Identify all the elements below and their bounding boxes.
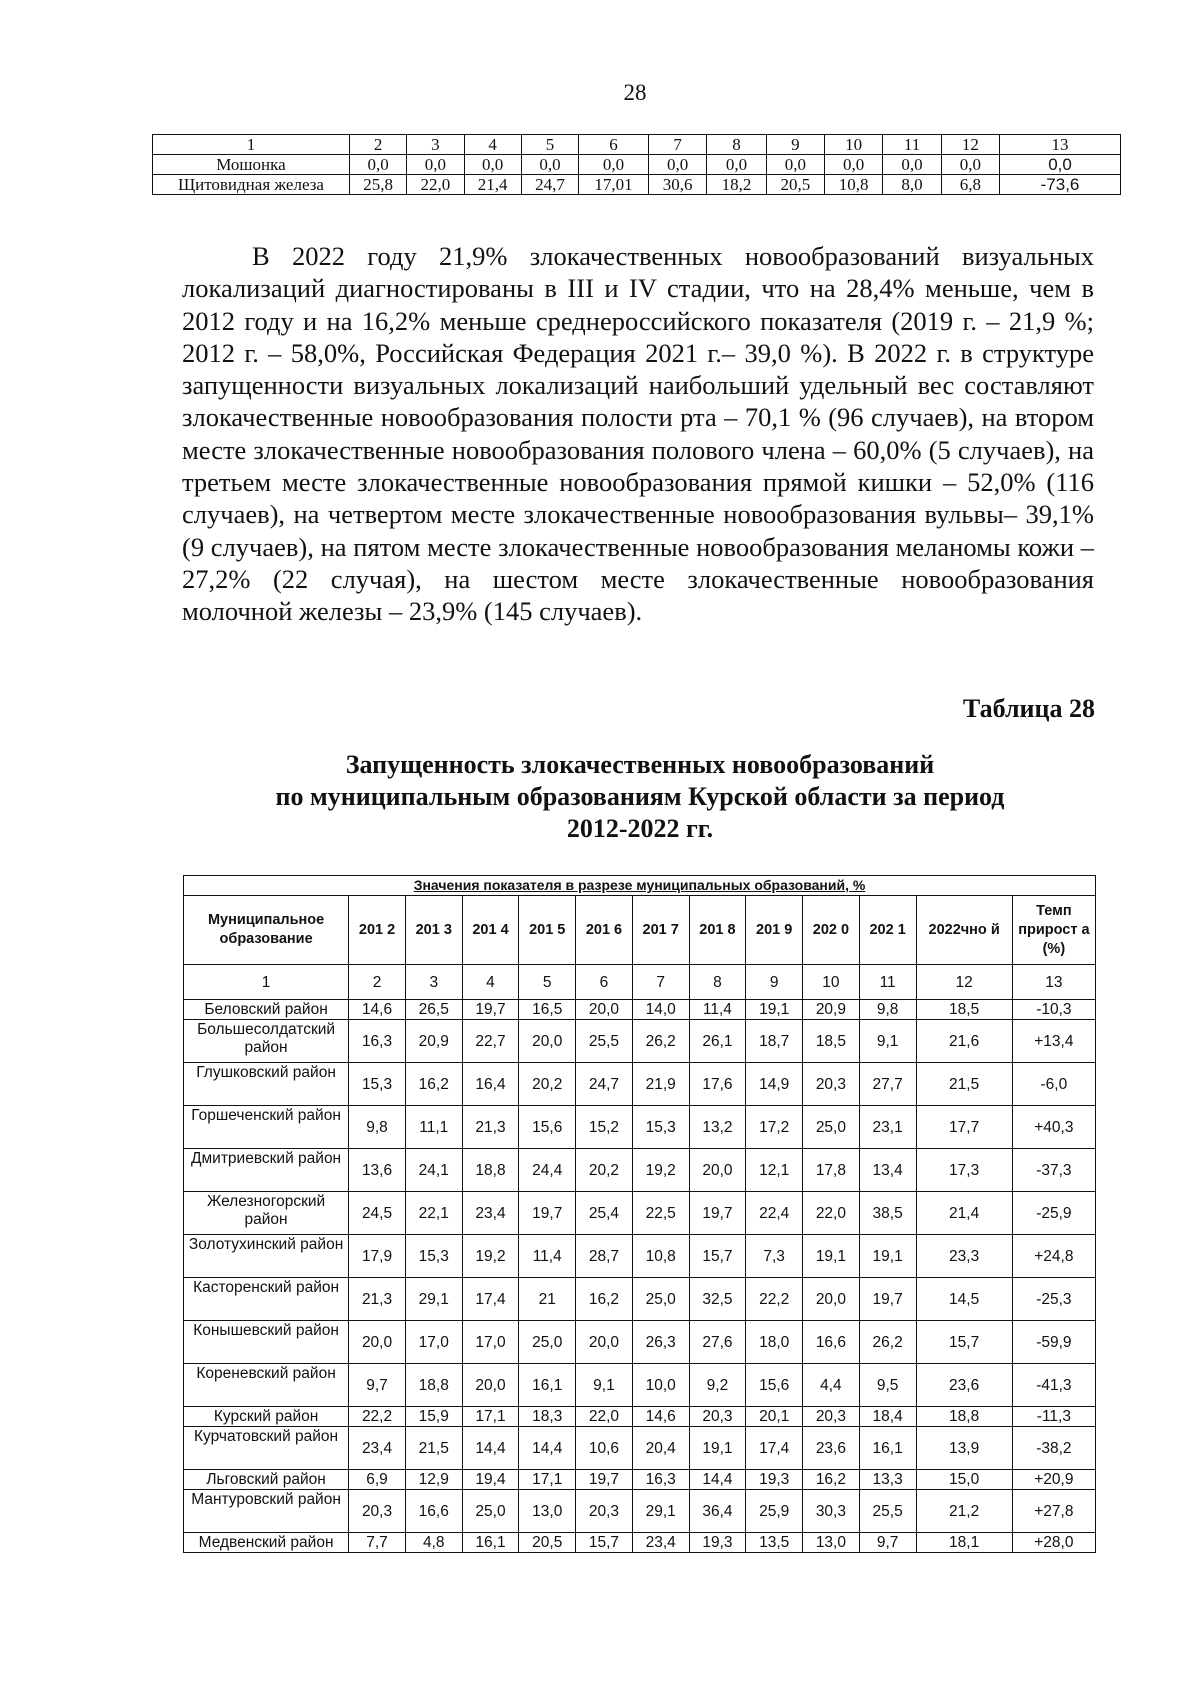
cell-value: 17,6	[689, 1063, 746, 1106]
column-header: 201 8	[689, 896, 746, 965]
cell-value: 22,2	[349, 1407, 406, 1427]
cell-value: 23,6	[916, 1364, 1012, 1407]
cell-value: 17,4	[746, 1427, 803, 1470]
table-row	[184, 1063, 1096, 1106]
cell-value: 8,0	[883, 175, 941, 195]
column-header: 201 4	[462, 896, 519, 965]
cell-value: 29,1	[405, 1278, 462, 1321]
cell-value: -11,3	[1012, 1407, 1095, 1427]
column-number: 4	[462, 965, 519, 1000]
table-row	[184, 1321, 1096, 1364]
cell-value: 10,8	[825, 175, 883, 195]
cell-value: 15,3	[632, 1106, 689, 1149]
cell-value: 13,9	[916, 1427, 1012, 1470]
cell-value: 6,8	[941, 175, 999, 195]
cell-value: 20,0	[803, 1278, 860, 1321]
cell-value: 21,2	[916, 1490, 1012, 1533]
cell-value: 7,7	[349, 1533, 406, 1553]
cell-value: +13,4	[1012, 1020, 1095, 1063]
cell-value: 36,4	[689, 1490, 746, 1533]
column-number: 7	[632, 965, 689, 1000]
cell-value: 0,0	[521, 155, 578, 175]
cell-value: 17,1	[519, 1470, 576, 1490]
cell-value: 10,0	[632, 1364, 689, 1407]
cell-value: 11,4	[689, 1000, 746, 1020]
cell-value: 20,5	[519, 1533, 576, 1553]
column-number: 10	[803, 965, 860, 1000]
cell-value: 19,1	[859, 1235, 916, 1278]
cell-value: 19,4	[462, 1470, 519, 1490]
column-number: 5	[519, 965, 576, 1000]
cell-value: 0,0	[579, 155, 649, 175]
cell-value: 21,3	[462, 1106, 519, 1149]
cell-value: 26,3	[632, 1321, 689, 1364]
cell-value: 4,4	[803, 1364, 860, 1407]
cell-value: 30,6	[648, 175, 706, 195]
cell-value: 15,0	[916, 1470, 1012, 1490]
cell-value: 19,2	[632, 1149, 689, 1192]
cell-value: 22,0	[803, 1192, 860, 1235]
cell-value: 16,3	[632, 1470, 689, 1490]
table-row	[184, 1278, 1096, 1321]
cell-value: 25,0	[632, 1278, 689, 1321]
cell-value: 25,9	[746, 1490, 803, 1533]
cell-value: 22,4	[746, 1192, 803, 1235]
cell-value: 17,9	[349, 1235, 406, 1278]
cell-value: 21,9	[632, 1063, 689, 1106]
district-name: Горшеченский район	[184, 1106, 349, 1149]
cell-value: 20,3	[576, 1490, 633, 1533]
cell-value: 26,1	[689, 1020, 746, 1063]
cell-value: 19,7	[462, 1000, 519, 1020]
row-name: Щитовидная железа	[153, 175, 350, 195]
cell-value: 19,1	[746, 1000, 803, 1020]
column-number: 10	[825, 135, 883, 155]
cell-value: 17,2	[746, 1106, 803, 1149]
cell-value: 24,4	[519, 1149, 576, 1192]
table-row	[184, 1490, 1096, 1533]
cell-value: 16,6	[803, 1321, 860, 1364]
column-number: 12	[916, 965, 1012, 1000]
cell-value: -37,3	[1012, 1149, 1095, 1192]
cell-value: 22,2	[746, 1278, 803, 1321]
body-paragraph: В 2022 году 21,9% злокачественных новообразований визуальных локализаций диагностированы в III и IV стадии, что на 28,4% меньше, чем в 2012 году и на 16,2% меньше среднероссийского показателя (2019 г. – 21,9 %; 2012 г. – 58,0%, Российская Федерация 2021 г.– 39,0 %). В 2022 г. в структуре запущенности визуальных локализаций наибольший удельный вес составляют злокачественные новообразования полости рта – 70,1 % (96 случаев), на втором месте злокачественные новообразования полового члена – 60,0% (5 случаев), на третьем месте злокачественные новообразования прямой кишки – 52,0% (116 случаев), на четвертом месте злокачественные новообразования вульвы– 39,1% (9 случаев), на пятом месте злокачественные новообразования меланомы кожи – 27,2% (22 случая), на шестом месте злокачественные новообразования молочной железы – 23,9% (145 случаев).	[182, 241, 1094, 627]
cell-value: 20,0	[519, 1020, 576, 1063]
table-title-line: по муниципальным образованиям Курской области за период	[275, 782, 1005, 811]
table-row	[184, 1407, 1096, 1427]
cell-value: 20,0	[349, 1321, 406, 1364]
cell-value: 9,7	[859, 1533, 916, 1553]
cell-value: 24,5	[349, 1192, 406, 1235]
column-header: 201 3	[405, 896, 462, 965]
cell-value: 14,6	[632, 1407, 689, 1427]
cell-value: 25,5	[859, 1490, 916, 1533]
column-header-name: Муниципальное образование	[184, 896, 349, 965]
cell-value: 23,6	[803, 1427, 860, 1470]
cell-value: 17,0	[405, 1321, 462, 1364]
table-row	[184, 1470, 1096, 1490]
cell-value: 17,7	[916, 1106, 1012, 1149]
cell-value: 25,8	[349, 175, 406, 195]
cell-value: 11,4	[519, 1235, 576, 1278]
district-name: Кореневский район	[184, 1364, 349, 1407]
cell-value: 25,0	[462, 1490, 519, 1533]
cell-value: -25,3	[1012, 1278, 1095, 1321]
cell-value: 16,2	[803, 1470, 860, 1490]
district-name: Льговский район	[184, 1470, 349, 1490]
column-number: 11	[883, 135, 941, 155]
cell-value: -25,9	[1012, 1192, 1095, 1235]
cell-value: -73,6	[1000, 175, 1121, 195]
cell-value: 0,0	[707, 155, 766, 175]
cell-value: 18,5	[803, 1020, 860, 1063]
cell-value: +24,8	[1012, 1235, 1095, 1278]
table-row	[184, 1364, 1096, 1407]
district-name: Мантуровский район	[184, 1490, 349, 1533]
cell-value: 20,3	[803, 1063, 860, 1106]
cell-value: 21,3	[349, 1278, 406, 1321]
column-header: 201 6	[576, 896, 633, 965]
cell-value: 18,7	[746, 1020, 803, 1063]
table-title	[200, 749, 1080, 845]
cell-value: +40,3	[1012, 1106, 1095, 1149]
cell-value: 12,9	[405, 1470, 462, 1490]
cell-value: -6,0	[1012, 1063, 1095, 1106]
cell-value: 19,1	[803, 1235, 860, 1278]
cell-value: 24,1	[405, 1149, 462, 1192]
cell-value: 14,9	[746, 1063, 803, 1106]
cell-value: 18,1	[916, 1533, 1012, 1553]
cell-value: 23,4	[632, 1533, 689, 1553]
cell-value: 19,3	[746, 1470, 803, 1490]
column-number: 8	[707, 135, 766, 155]
cell-value: 18,4	[859, 1407, 916, 1427]
cell-value: 6,9	[349, 1470, 406, 1490]
table-row	[184, 1106, 1096, 1149]
cell-value: 21	[519, 1278, 576, 1321]
cell-value: 17,1	[462, 1407, 519, 1427]
cell-value: 19,7	[689, 1192, 746, 1235]
cell-value: 20,4	[632, 1427, 689, 1470]
cell-value: 9,8	[349, 1106, 406, 1149]
column-number: 7	[648, 135, 706, 155]
column-header: 201 9	[746, 896, 803, 965]
cell-value: 10,6	[576, 1427, 633, 1470]
cell-value: 0,0	[766, 155, 824, 175]
cell-value: 16,1	[519, 1364, 576, 1407]
district-name: Золотухинский район	[184, 1235, 349, 1278]
cell-value: 26,2	[632, 1020, 689, 1063]
cell-value: 9,8	[859, 1000, 916, 1020]
cell-value: 23,4	[462, 1192, 519, 1235]
cell-value: 9,1	[859, 1020, 916, 1063]
cell-value: -38,2	[1012, 1427, 1095, 1470]
table-row	[184, 1192, 1096, 1235]
cell-value: 4,8	[405, 1533, 462, 1553]
column-number: 12	[941, 135, 999, 155]
cell-value: 16,4	[462, 1063, 519, 1106]
column-header: 201 7	[632, 896, 689, 965]
cell-value: 18,5	[916, 1000, 1012, 1020]
column-number: 1	[184, 965, 349, 1000]
cell-value: 15,6	[519, 1106, 576, 1149]
column-header: 202 1	[859, 896, 916, 965]
cell-value: 20,3	[689, 1407, 746, 1427]
cell-value: 28,7	[576, 1235, 633, 1278]
cell-value: 14,4	[462, 1427, 519, 1470]
cell-value: 0,0	[648, 155, 706, 175]
cell-value: 18,3	[519, 1407, 576, 1427]
column-number: 11	[859, 965, 916, 1000]
cell-value: 14,6	[349, 1000, 406, 1020]
cell-value: -41,3	[1012, 1364, 1095, 1407]
cell-value: 15,7	[576, 1533, 633, 1553]
cell-value: 18,8	[405, 1364, 462, 1407]
cell-value: 20,0	[576, 1321, 633, 1364]
column-number: 1	[153, 135, 350, 155]
table-row	[153, 175, 1121, 195]
column-number: 6	[579, 135, 649, 155]
cell-value: 0,0	[464, 155, 521, 175]
cell-value: 17,8	[803, 1149, 860, 1192]
cell-value: 15,3	[405, 1235, 462, 1278]
cell-value: 38,5	[859, 1192, 916, 1235]
table-row	[184, 1533, 1096, 1553]
cell-value: 22,7	[462, 1020, 519, 1063]
cell-value: 19,7	[519, 1192, 576, 1235]
cell-value: 19,1	[689, 1427, 746, 1470]
cell-value: 19,2	[462, 1235, 519, 1278]
district-name: Конышевский район	[184, 1321, 349, 1364]
district-name: Касторенский район	[184, 1278, 349, 1321]
cell-value: 15,7	[916, 1321, 1012, 1364]
cell-value: 30,3	[803, 1490, 860, 1533]
cell-value: 16,3	[349, 1020, 406, 1063]
table-row	[184, 1000, 1096, 1020]
cell-value: 20,0	[689, 1149, 746, 1192]
district-name: Медвенский район	[184, 1533, 349, 1553]
cell-value: 25,0	[803, 1106, 860, 1149]
cell-value: 32,5	[689, 1278, 746, 1321]
row-name: Мошонка	[153, 155, 350, 175]
cell-value: 13,5	[746, 1533, 803, 1553]
cell-value: 13,6	[349, 1149, 406, 1192]
cell-value: 20,2	[519, 1063, 576, 1106]
cell-value: 20,1	[746, 1407, 803, 1427]
cell-value: 21,5	[405, 1427, 462, 1470]
cell-value: 0,0	[825, 155, 883, 175]
cell-value: 15,2	[576, 1106, 633, 1149]
cell-value: -10,3	[1012, 1000, 1095, 1020]
cell-value: 9,7	[349, 1364, 406, 1407]
cell-value: 19,3	[689, 1533, 746, 1553]
cell-value: 13,3	[859, 1470, 916, 1490]
cell-value: 20,9	[803, 1000, 860, 1020]
cell-value: 17,01	[579, 175, 649, 195]
cell-value: 27,7	[859, 1063, 916, 1106]
cell-value: 13,4	[859, 1149, 916, 1192]
district-name: Большесолдатский район	[184, 1020, 349, 1063]
cell-value: 7,3	[746, 1235, 803, 1278]
cell-value: 10,8	[632, 1235, 689, 1278]
column-number: 2	[349, 135, 406, 155]
column-number: 13	[1000, 135, 1121, 155]
cell-value: 22,0	[407, 175, 464, 195]
cell-value: 27,6	[689, 1321, 746, 1364]
district-name: Железногорский район	[184, 1192, 349, 1235]
cell-value: 14,4	[519, 1427, 576, 1470]
cell-value: 12,1	[746, 1149, 803, 1192]
cell-value: 16,2	[405, 1063, 462, 1106]
table-row	[184, 1427, 1096, 1470]
cell-value: 18,2	[707, 175, 766, 195]
table-title-line: 2012-2022 гг.	[566, 814, 714, 843]
cell-value: 20,0	[576, 1000, 633, 1020]
table-row	[153, 155, 1121, 175]
cell-value: 0,0	[941, 155, 999, 175]
cell-value: 18,8	[916, 1407, 1012, 1427]
cell-value: 23,3	[916, 1235, 1012, 1278]
cell-value: 17,3	[916, 1149, 1012, 1192]
column-header: 2022чно й	[916, 896, 1012, 965]
cell-value: 15,6	[746, 1364, 803, 1407]
cell-value: +28,0	[1012, 1533, 1095, 1553]
cell-value: +27,8	[1012, 1490, 1095, 1533]
table-row	[184, 1235, 1096, 1278]
column-number: 4	[464, 135, 521, 155]
table-caption: Таблица 28	[962, 694, 1095, 723]
district-name: Дмитриевский район	[184, 1149, 349, 1192]
district-name: Глушковский район	[184, 1063, 349, 1106]
column-number: 13	[1012, 965, 1095, 1000]
cell-value: 22,5	[632, 1192, 689, 1235]
column-number: 3	[405, 965, 462, 1000]
table-row	[184, 1149, 1096, 1192]
column-header: 202 0	[803, 896, 860, 965]
district-name: Курчатовский район	[184, 1427, 349, 1470]
cell-value: 23,4	[349, 1427, 406, 1470]
cell-value: 26,5	[405, 1000, 462, 1020]
cell-value: 11,1	[405, 1106, 462, 1149]
column-number: 6	[576, 965, 633, 1000]
cell-value: 29,1	[632, 1490, 689, 1533]
column-header: 201 2	[349, 896, 406, 965]
cell-value: +20,9	[1012, 1470, 1095, 1490]
cell-value: 13,0	[803, 1533, 860, 1553]
cell-value: 21,6	[916, 1020, 1012, 1063]
cell-value: 20,0	[462, 1364, 519, 1407]
cell-value: 16,1	[462, 1533, 519, 1553]
cell-value: 14,4	[689, 1470, 746, 1490]
cell-value: 20,2	[576, 1149, 633, 1192]
district-name: Беловский район	[184, 1000, 349, 1020]
cell-value: 20,3	[349, 1490, 406, 1533]
cell-value: 0,0	[1000, 155, 1121, 175]
cell-value: 0,0	[883, 155, 941, 175]
cell-value: 16,2	[576, 1278, 633, 1321]
cell-value: 18,8	[462, 1149, 519, 1192]
cell-value: 13,2	[689, 1106, 746, 1149]
cell-value: 15,3	[349, 1063, 406, 1106]
cell-value: 21,4	[916, 1192, 1012, 1235]
cell-value: 25,5	[576, 1020, 633, 1063]
cell-value: 26,2	[859, 1321, 916, 1364]
page-number: 28	[623, 80, 647, 105]
cell-value: 15,9	[405, 1407, 462, 1427]
cell-value: 9,1	[576, 1364, 633, 1407]
cell-value: 20,9	[405, 1020, 462, 1063]
cell-value: 18,0	[746, 1321, 803, 1364]
cell-value: 9,5	[859, 1364, 916, 1407]
cell-value: 20,5	[766, 175, 824, 195]
cell-value: 0,0	[407, 155, 464, 175]
cell-value: 16,6	[405, 1490, 462, 1533]
cell-value: 25,4	[576, 1192, 633, 1235]
cell-value: 14,0	[632, 1000, 689, 1020]
column-header: Темп прирост а (%)	[1012, 896, 1095, 965]
cell-value: 19,7	[576, 1470, 633, 1490]
table-title-line: Запущенность злокачественных новообразований	[345, 750, 935, 779]
top-table	[152, 134, 1121, 195]
cell-value: -59,9	[1012, 1321, 1095, 1364]
cell-value: 23,1	[859, 1106, 916, 1149]
cell-value: 13,0	[519, 1490, 576, 1533]
cell-value: 9,2	[689, 1364, 746, 1407]
column-header: 201 5	[519, 896, 576, 965]
cell-value: 15,7	[689, 1235, 746, 1278]
column-number: 9	[746, 965, 803, 1000]
cell-value: 21,4	[464, 175, 521, 195]
super-header: Значения показателя в разрезе муниципальных образований, %	[184, 876, 1096, 896]
cell-value: 19,7	[859, 1278, 916, 1321]
cell-value: 21,5	[916, 1063, 1012, 1106]
cell-value: 0,0	[349, 155, 406, 175]
column-number: 9	[766, 135, 824, 155]
cell-value: 17,4	[462, 1278, 519, 1321]
cell-value: 24,7	[576, 1063, 633, 1106]
cell-value: 17,0	[462, 1321, 519, 1364]
cell-value: 16,5	[519, 1000, 576, 1020]
column-number: 2	[349, 965, 406, 1000]
column-number: 5	[521, 135, 578, 155]
cell-value: 24,7	[521, 175, 578, 195]
main-table	[183, 875, 1096, 1553]
column-number: 8	[689, 965, 746, 1000]
cell-value: 20,3	[803, 1407, 860, 1427]
table-row	[153, 135, 1121, 155]
cell-value: 14,5	[916, 1278, 1012, 1321]
cell-value: 22,0	[576, 1407, 633, 1427]
cell-value: 22,1	[405, 1192, 462, 1235]
table-row	[184, 1020, 1096, 1063]
district-name: Курский район	[184, 1407, 349, 1427]
column-number: 3	[407, 135, 464, 155]
cell-value: 25,0	[519, 1321, 576, 1364]
cell-value: 16,1	[859, 1427, 916, 1470]
